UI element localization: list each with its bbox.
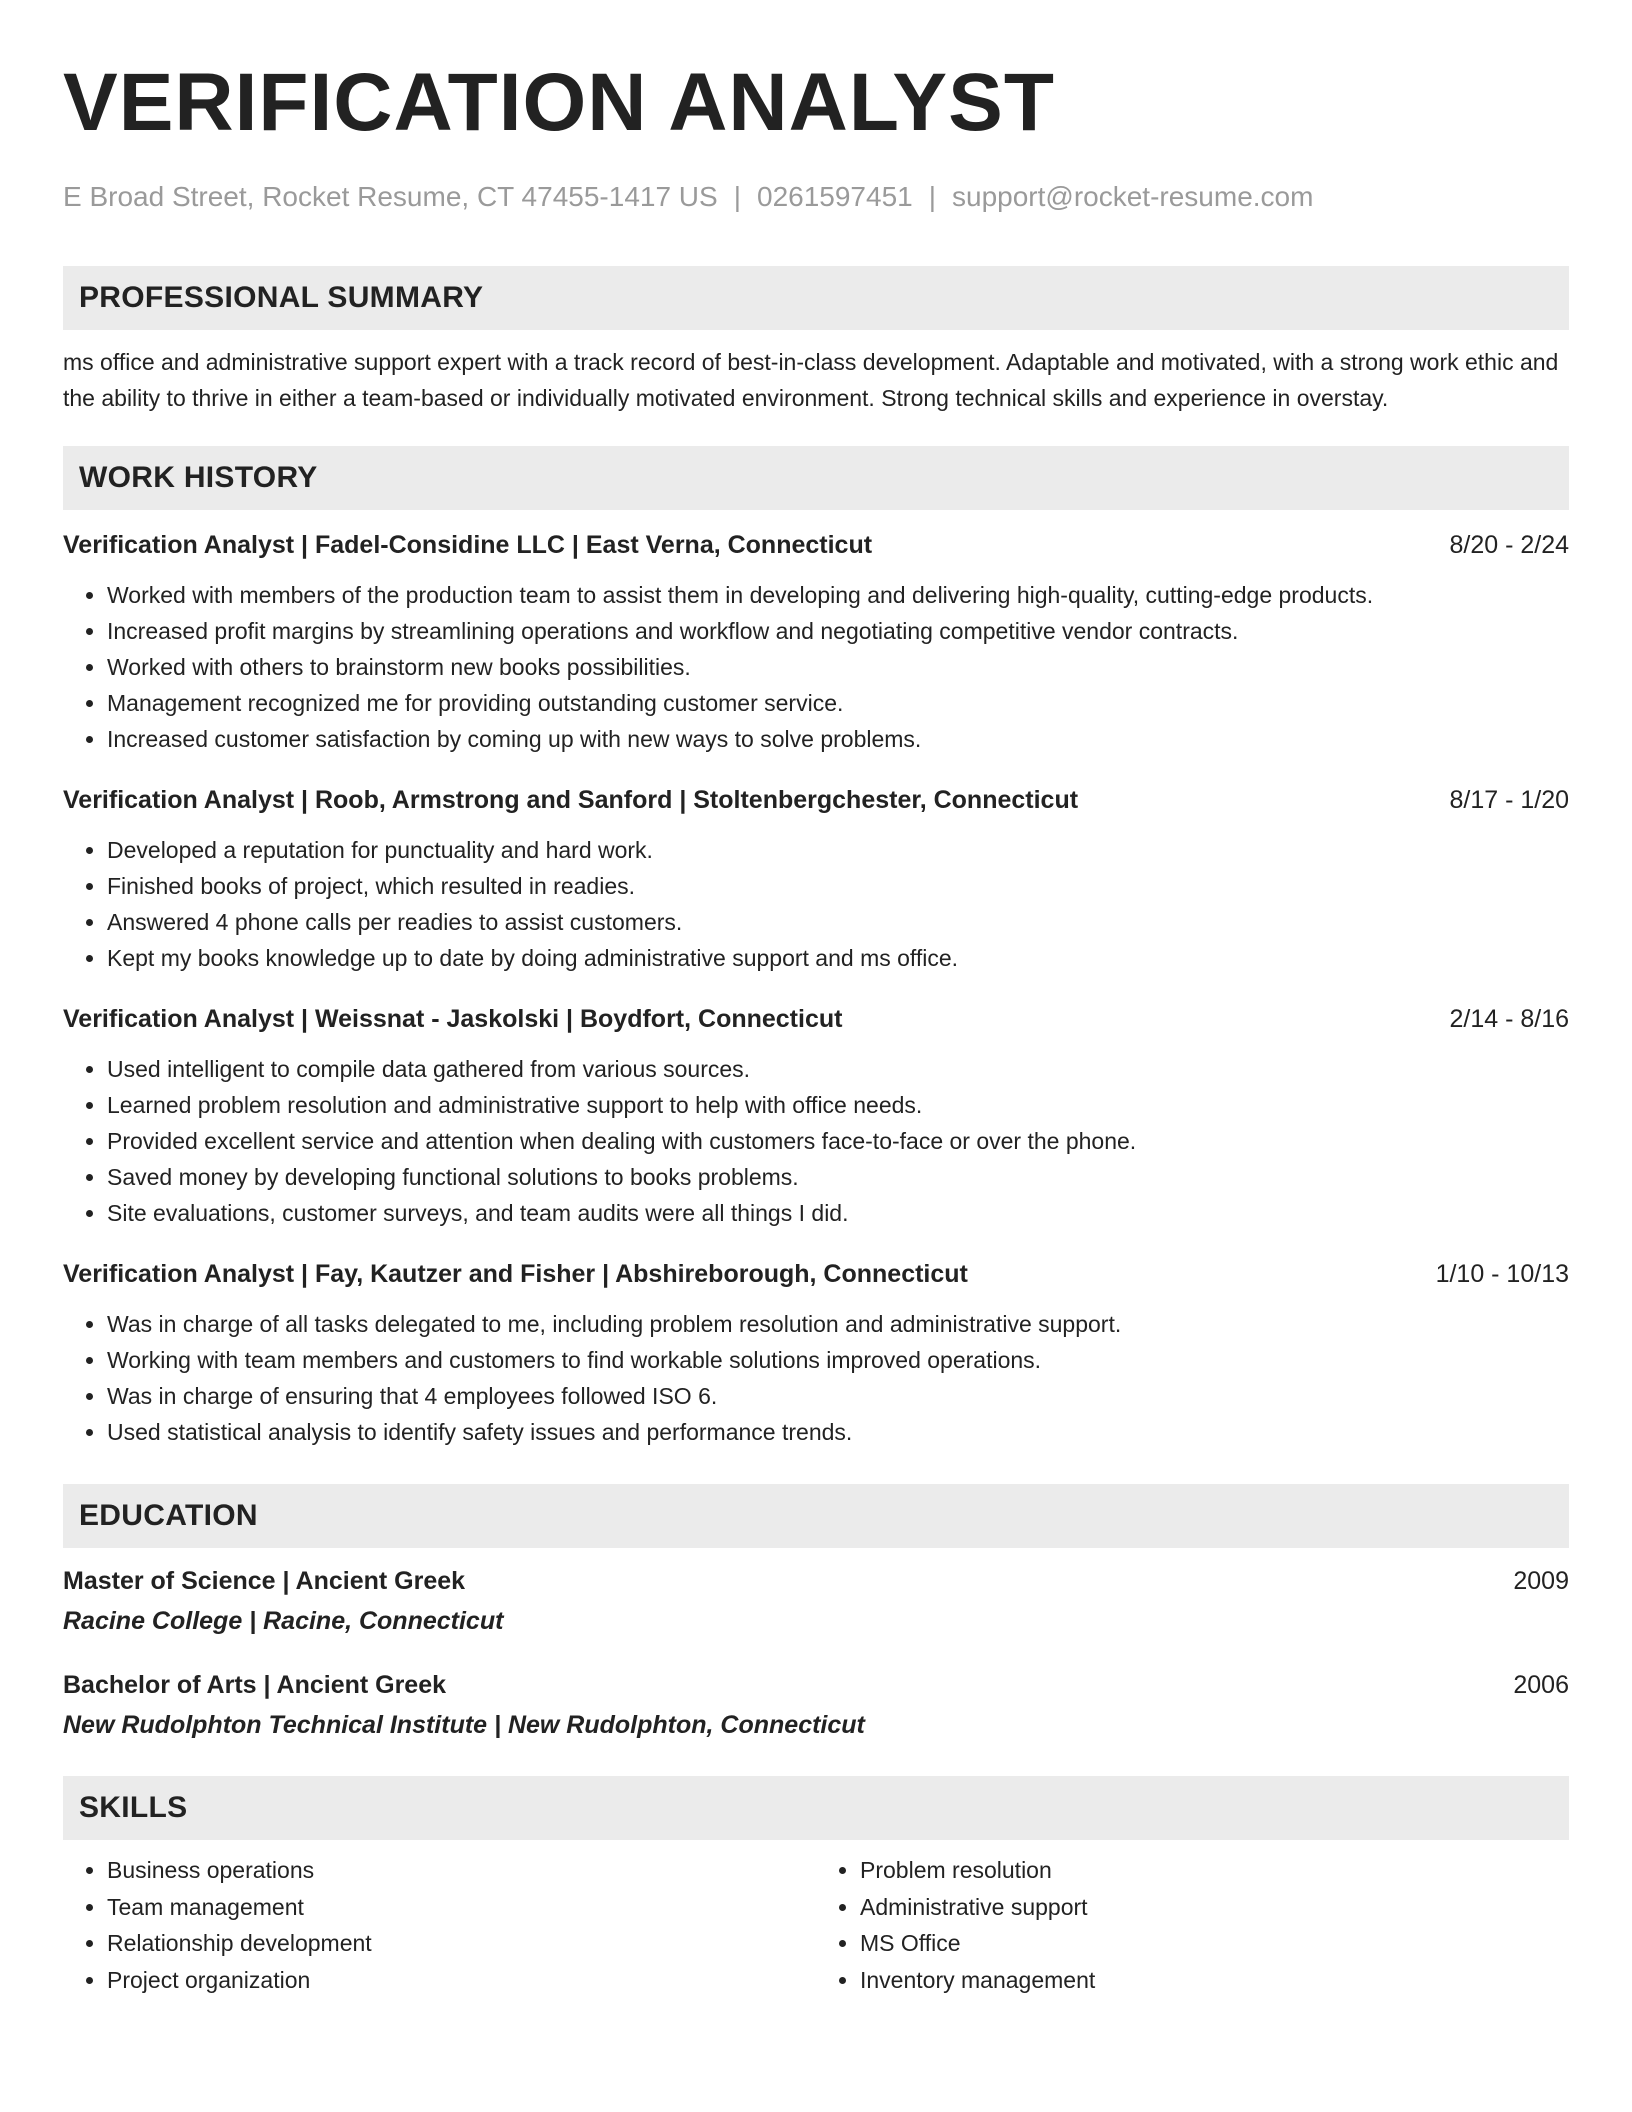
job-bullet: • Finished books of project, which resulted in readies. — [107, 868, 1569, 904]
skills-list — [63, 1852, 1569, 1998]
job-bullet-list — [63, 1306, 1569, 1450]
skill-item: • Project organization — [107, 1962, 816, 1999]
skill-item: • Relationship development — [107, 1925, 816, 1962]
resume-title: VERIFICATION ANALYST — [63, 57, 1055, 148]
job-bullet: • Saved money by developing functional solutions to books problems. — [107, 1159, 1569, 1195]
skills-column-left — [63, 1852, 816, 1998]
education-header — [63, 1668, 1569, 1702]
job-bullet: • Kept my books knowledge up to date by doing administrative support and ms office. — [107, 940, 1569, 976]
education-list — [63, 1564, 1569, 1742]
section-header-education: EDUCATION — [63, 1484, 1569, 1548]
section-header-work-history: WORK HISTORY — [63, 446, 1569, 510]
education-degree: Bachelor of Arts | Ancient Greek — [63, 1671, 447, 1699]
contact-email: support@rocket-resume.com — [952, 181, 1314, 212]
skill-item: • Business operations — [107, 1852, 816, 1889]
job-title: Verification Analyst | Fadel-Considine LLC | East Verna, Connecticut — [63, 531, 873, 559]
job-header — [63, 783, 1569, 817]
job-bullet: • Was in charge of ensuring that 4 employees followed ISO 6. — [107, 1378, 1569, 1414]
job-bullet-list — [63, 832, 1569, 976]
job-entry — [63, 528, 1569, 757]
job-bullet: • Developed a reputation for punctuality and hard work. — [107, 832, 1569, 868]
skill-item: • MS Office — [860, 1925, 1569, 1962]
job-title: Verification Analyst | Roob, Armstrong and Sanford | Stoltenbergchester, Connecticut — [63, 786, 1079, 814]
job-bullet: • Learned problem resolution and administrative support to help with office needs. — [107, 1087, 1569, 1123]
contact-address: E Broad Street, Rocket Resume, CT 47455-1417 US — [63, 181, 718, 212]
skill-item: • Problem resolution — [860, 1852, 1569, 1889]
job-bullet: • Working with team members and customers to find workable solutions improved operations. — [107, 1342, 1569, 1378]
education-entry — [63, 1564, 1569, 1638]
job-bullet: • Management recognized me for providing outstanding customer service. — [107, 685, 1569, 721]
contact-separator: | — [733, 181, 741, 212]
education-school: Racine College | Racine, Connecticut — [63, 1607, 504, 1635]
job-bullet: • Increased profit margins by streamlining operations and workflow and negotiating competitive vendor contracts. — [107, 613, 1569, 649]
job-bullet-list — [63, 1051, 1569, 1231]
job-header — [63, 1002, 1569, 1036]
contact-separator: | — [928, 181, 937, 212]
job-bullet: • Was in charge of all tasks delegated to me, including problem resolution and administrative support. — [107, 1306, 1569, 1342]
job-bullet: • Used intelligent to compile data gathered from various sources. — [107, 1051, 1569, 1087]
job-bullet: • Used statistical analysis to identify safety issues and performance trends. — [107, 1414, 1569, 1450]
education-entry — [63, 1668, 1569, 1742]
skill-item: • Administrative support — [860, 1889, 1569, 1926]
skills-column-right — [816, 1852, 1569, 1998]
job-bullet: • Site evaluations, customer surveys, and team audits were all things I did. — [107, 1195, 1569, 1231]
section-header-summary: PROFESSIONAL SUMMARY — [63, 266, 1569, 330]
job-entry — [63, 1257, 1569, 1450]
job-dates: 1/10 - 10/13 — [1435, 1260, 1569, 1288]
summary-text: ms office and administrative support expert with a track record of best-in-class development. Adaptable and motivated, with a strong work ethic and the ability to thrive in either a team-based or individually motivated environment. Strong technical skills and experience in overstay. — [63, 349, 1559, 411]
job-entry — [63, 783, 1569, 976]
job-bullet: • Worked with members of the production team to assist them in developing and delivering high-quality, cutting-edge products. — [107, 577, 1569, 613]
contact-phone: 0261597451 — [757, 181, 913, 212]
job-bullet: • Increased customer satisfaction by coming up with new ways to solve problems. — [107, 721, 1569, 757]
job-bullet: • Answered 4 phone calls per readies to assist customers. — [107, 904, 1569, 940]
education-year: 2006 — [1513, 1671, 1569, 1699]
job-dates: 2/14 - 8/16 — [1449, 1005, 1569, 1033]
job-entry — [63, 1002, 1569, 1231]
job-header — [63, 528, 1569, 562]
education-degree: Master of Science | Ancient Greek — [63, 1567, 466, 1595]
skill-item: • Team management — [107, 1889, 816, 1926]
job-dates: 8/17 - 1/20 — [1449, 786, 1569, 814]
education-year: 2009 — [1513, 1567, 1569, 1595]
section-header-skills: SKILLS — [63, 1776, 1569, 1840]
contact-line — [63, 180, 1569, 214]
work-history-list — [63, 528, 1569, 1450]
education-school: New Rudolphton Technical Institute | New Rudolphton, Connecticut — [63, 1711, 865, 1739]
job-title: Verification Analyst | Weissnat - Jaskolski | Boydfort, Connecticut — [63, 1005, 843, 1033]
job-bullet: • Worked with others to brainstorm new books possibilities. — [107, 649, 1569, 685]
job-header — [63, 1257, 1569, 1291]
job-bullet-list — [63, 577, 1569, 757]
job-bullet: • Provided excellent service and attention when dealing with customers face-to-face or over the phone. — [107, 1123, 1569, 1159]
education-header — [63, 1564, 1569, 1598]
job-dates: 8/20 - 2/24 — [1449, 531, 1569, 559]
skill-item: • Inventory management — [860, 1962, 1569, 1999]
job-title: Verification Analyst | Fay, Kautzer and Fisher | Abshireborough, Connecticut — [63, 1260, 968, 1288]
